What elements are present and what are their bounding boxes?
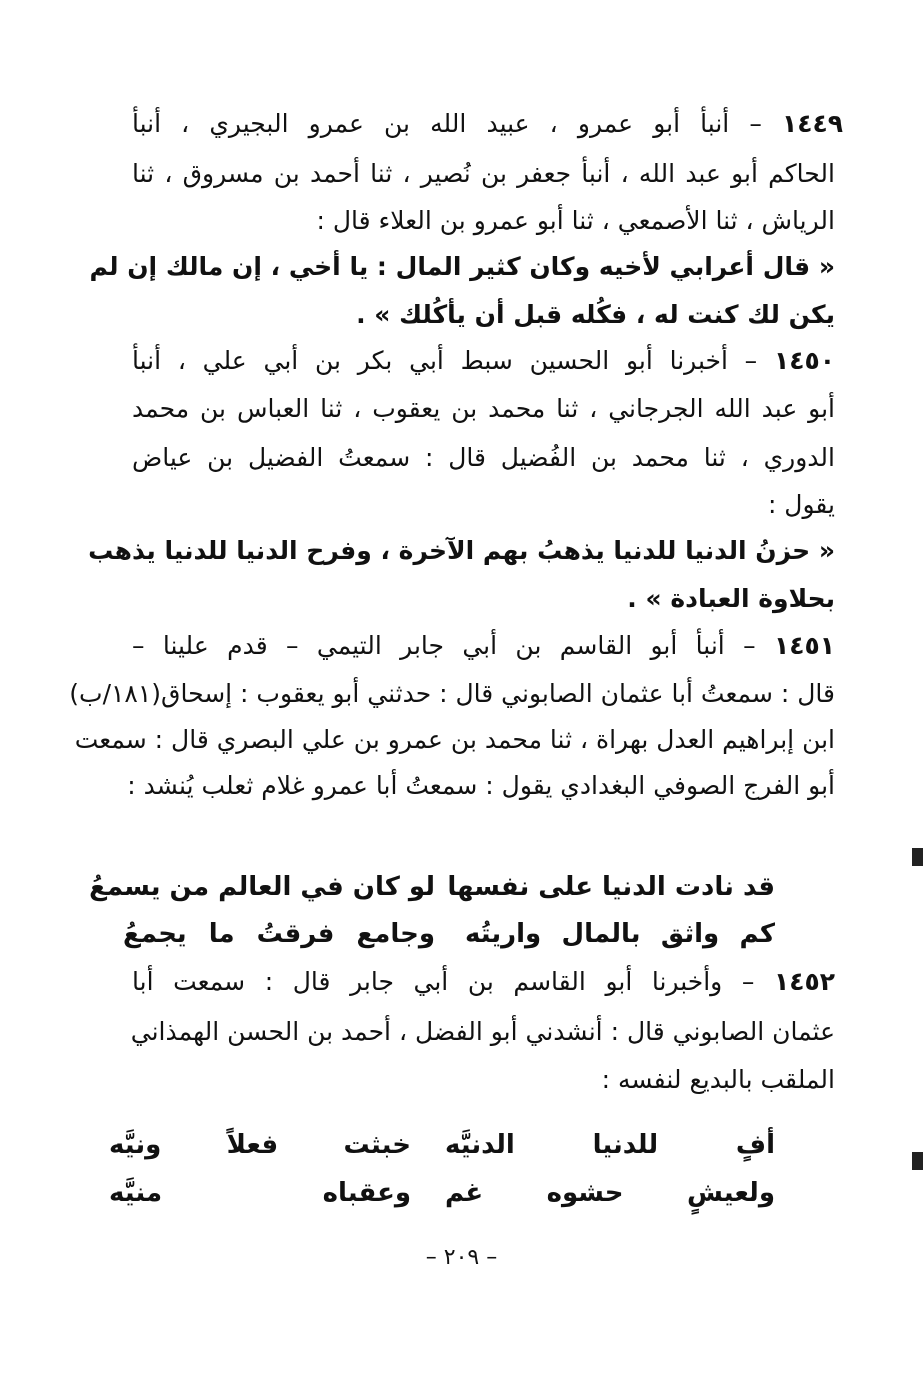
hadith-1451-number: ١٤٥١ <box>773 631 836 660</box>
hadith-1449-line-2: الحاكم أبو عبد الله ، أنبأ جعفر بن نُصير ، ثنا أحمد بن مسروق ، ثنا <box>132 159 835 188</box>
hadith-1451-text: – أنبأ أبو القاسم بن أبي جابر التيمي – قدم علينا – <box>132 631 756 660</box>
hadith-1450-text: – أخبرنا أبو الحسين سبط أبي بكر بن أبي علي ، أنبأ <box>132 346 758 375</box>
verse-second-hemistich: وعقباه منيَّه <box>109 1178 411 1208</box>
hadith-1450-line-1 <box>132 341 835 383</box>
hadith-1450-line-4: يقول : <box>767 490 835 519</box>
hadith-1450-quote-line-2: بحلاوة العبادة » . <box>627 584 835 613</box>
hadith-1452-text: – وأخبرنا أبو القاسم بن أبي جابر قال : سمعت أبا <box>132 967 755 996</box>
poem-1451-verse-2 <box>123 914 775 956</box>
hadith-1449-text: – أنبأ أبو عمرو ، عبيد الله بن عمرو البجيري ، أنبأ <box>132 109 762 138</box>
hadith-1452-line-3: الملقب بالبديع لنفسه : <box>601 1065 835 1094</box>
poem-1452-verse-1 <box>109 1125 775 1167</box>
poem-1451-verse-1 <box>89 867 775 909</box>
verse-second-hemistich: لو كان في العالم من يسمعُ <box>89 872 435 902</box>
verse-first-hemistich: ولعيشٍ حشوه غم <box>445 1178 775 1208</box>
verse-first-hemistich: أفٍ للدنيا الدنيَّه <box>445 1130 775 1160</box>
hadith-1451-line-3: ابن إبراهيم العدل بهراة ، ثنا محمد بن عمرو بن علي البصري قال : سمعت <box>74 725 835 754</box>
hadith-1449-line-3: الرياش ، ثنا الأصمعي ، ثنا أبو عمرو بن العلاء قال : <box>316 206 835 235</box>
verse-gap <box>411 1125 445 1167</box>
verse-gap <box>435 914 465 956</box>
verse-second-hemistich: خبثت فعلاً ونيَّه <box>109 1130 411 1160</box>
verse-gap <box>435 867 465 909</box>
hadith-1451-line-1 <box>132 626 835 668</box>
hadith-1451-line-2: قال : سمعتُ أبا عثمان الصابوني قال : حدثني أبو يعقوب : إسحاق(١٨١/ب) <box>69 679 835 708</box>
hadith-1450-number: ١٤٥٠ <box>773 346 835 375</box>
verse-second-hemistich: وجامع فرقتُ ما يجمعُ <box>123 919 435 949</box>
hadith-1452-line-2: عثمان الصابوني قال : أنشدني أبو الفضل ، أحمد بن الحسن الهمذاني <box>130 1017 835 1046</box>
page-number: – ٢٠٩ – <box>425 1245 498 1270</box>
hadith-1450-quote-line-1: « حزنُ الدنيا للدنيا يذهبُ بهم الآخرة ، وفرح الدنيا للدنيا يذهب <box>88 536 835 565</box>
hadith-1449-number: ١٤٤٩ <box>781 109 844 138</box>
verse-gap <box>411 1173 445 1215</box>
hadith-1450-line-3: الدوري ، ثنا محمد بن الفُضيل قال : سمعتُ الفضيل بن عياض <box>132 443 835 472</box>
hadith-1452-line-1 <box>132 962 835 1004</box>
verse-first-hemistich: كم واثق بالمال واريتُه <box>465 919 775 949</box>
hadith-1449-quote-line-2: يكن لك كنت له ، فكُله قبل أن يأكُلك » . <box>356 300 835 329</box>
scan-edge-mark <box>912 848 923 866</box>
verse-first-hemistich: قد نادت الدنيا على نفسها <box>447 872 775 902</box>
hadith-1449-line-1 <box>132 104 843 146</box>
poem-1452-verse-2 <box>109 1173 775 1215</box>
hadith-1452-number: ١٤٥٢ <box>773 967 835 996</box>
hadith-1449-quote-line-1: « قال أعرابي لأخيه وكان كثير المال : يا أخي ، إن مالك إن لم <box>89 252 835 281</box>
hadith-1451-line-4: أبو الفرج الصوفي البغدادي يقول : سمعتُ أبا عمرو غلام ثعلب يُنشد : <box>127 771 835 800</box>
scan-edge-mark <box>912 1152 923 1170</box>
hadith-1450-line-2: أبو عبد الله الجرجاني ، ثنا محمد بن يعقوب ، ثنا العباس بن محمد <box>132 394 835 423</box>
